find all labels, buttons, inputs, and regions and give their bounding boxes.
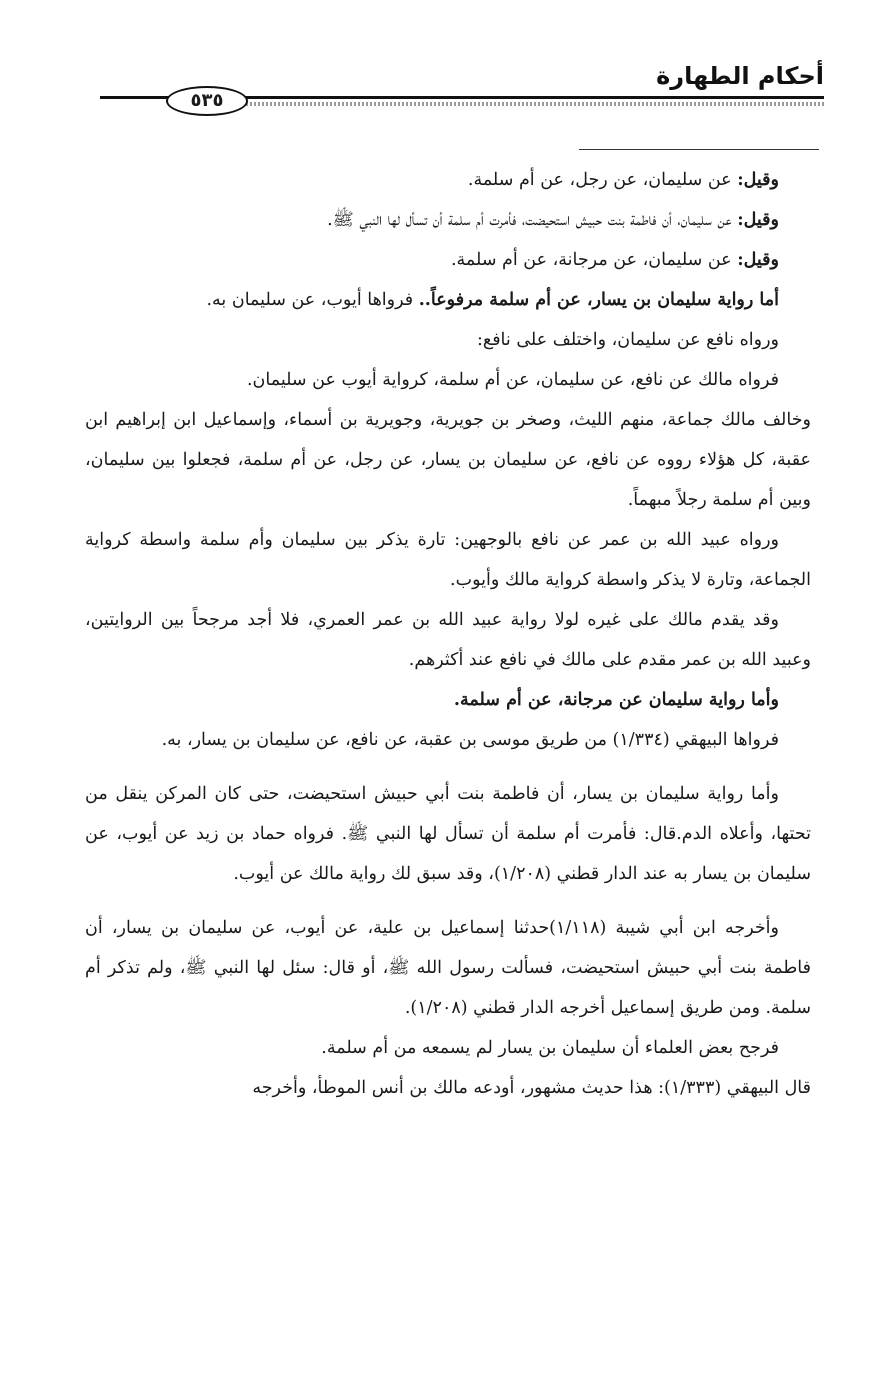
paragraph-text: عن سليمان، عن مرجانة، عن أم سلمة. bbox=[450, 250, 738, 270]
paragraph-lead: أما رواية سليمان بن يسار، عن أم سلمة مرفوعاً.. bbox=[418, 290, 779, 310]
paragraph-lead: وقيل: bbox=[737, 170, 779, 190]
body-text bbox=[85, 160, 811, 1108]
page-number: ٥٣٥ bbox=[166, 86, 248, 116]
paragraph-text: فرجح بعض العلماء أن سليمان بن يسار لم يسمعه من أم سلمة. bbox=[321, 1038, 779, 1058]
paragraph-text: وخالف مالك جماعة، منهم الليث، وصخر بن جويرية، وجويرية بن أسماء، وإسماعيل ابن إبراهيم ابن عقبة، كل هؤلاء رووه عن نافع، عن سليمان بن يسار، عن رجل، عن أم سلمة، فجعلوا بين سليمان، وبين أم سلمة رجلاً مبهماً. bbox=[85, 410, 811, 510]
paragraph-lead: وأما رواية سليمان عن مرجانة، عن أم سلمة. bbox=[453, 690, 779, 710]
paragraph bbox=[85, 720, 811, 760]
paragraph-text: ورواه عبيد الله بن عمر عن نافع بالوجهين: تارة يذكر بين سليمان وأم سلمة واسطة كرواية الجماعة، وتارة لا يذكر واسطة كرواية مالك وأيوب. bbox=[85, 530, 811, 590]
paragraph-text: عن سليمان، عن رجل، عن أم سلمة. bbox=[467, 170, 738, 190]
section-heading bbox=[85, 680, 811, 720]
paragraph bbox=[85, 200, 811, 240]
paragraph bbox=[85, 320, 811, 360]
paragraph bbox=[85, 520, 811, 600]
separator-rule bbox=[579, 149, 819, 150]
paragraph-text: عن سليمان، أن فاطمة بنت حبيش استحيضت، فأمرت أم سلمة أن تسأل لها النبي ﷺ. bbox=[327, 210, 738, 230]
paragraph-lead: وقيل: bbox=[737, 210, 779, 230]
paragraph-text: وقد يقدم مالك على غيره لولا رواية عبيد الله بن عمر العمري، فلا أجد مرجحاً بين الروايتين، وعبيد الله بن عمر مقدم على مالك في نافع عند أكثرهم. bbox=[85, 610, 811, 670]
paragraph bbox=[85, 160, 811, 200]
paragraph-text: وأما رواية سليمان بن يسار، أن فاطمة بنت أبي حبيش استحيضت، حتى كان المركن ينقل من تحتها، وأعلاه الدم.قال: فأمرت أم سلمة أن تسأل لها النبي ﷺ. فرواه حماد بن زيد عن أيوب، عن سليمان بن يسار به عند الدار قطني (١/٢٠٨)، وقد سبق لك رواية مالك عن أيوب. bbox=[85, 784, 811, 884]
paragraph-text: فرواها البيهقي (١/٣٣٤) من طريق موسى بن عقبة، عن نافع، عن سليمان بن يسار، به. bbox=[161, 730, 779, 750]
paragraph bbox=[85, 240, 811, 280]
paragraph bbox=[85, 600, 811, 680]
header-rule-dotted bbox=[230, 102, 824, 106]
paragraph bbox=[85, 400, 811, 520]
paragraph bbox=[85, 360, 811, 400]
paragraph bbox=[85, 774, 811, 894]
paragraph bbox=[85, 1068, 811, 1108]
paragraph-text: قال البيهقي (١/٣٣٣): هذا حديث مشهور، أودعه مالك بن أنس الموطأ، وأخرجه bbox=[252, 1078, 811, 1098]
paragraph-text: ورواه نافع عن سليمان، واختلف على نافع: bbox=[476, 330, 779, 350]
paragraph bbox=[85, 1028, 811, 1068]
paragraph-lead: وقيل: bbox=[737, 250, 779, 270]
page-header bbox=[100, 58, 824, 118]
paragraph bbox=[85, 908, 811, 1028]
paragraph-text: وأخرجه ابن أبي شيبة (١/١١٨)حدثنا إسماعيل بن علية، عن أيوب، عن سليمان بن يسار، أن فاطمة بنت أبي حبيش استحيضت، فسألت رسول الله ﷺ، أو قال: سئل لها النبي ﷺ، ولم تذكر أم سلمة. ومن طريق إسماعيل أخرجه الدار قطني (١/٢٠٨). bbox=[85, 918, 811, 1018]
paragraph bbox=[85, 280, 811, 320]
paragraph-text: فرواها أيوب، عن سليمان به. bbox=[206, 290, 419, 310]
paragraph-text: فرواه مالك عن نافع، عن سليمان، عن أم سلمة، كرواية أيوب عن سليمان. bbox=[246, 370, 779, 390]
running-title: أحكام الطهارة bbox=[656, 62, 824, 90]
